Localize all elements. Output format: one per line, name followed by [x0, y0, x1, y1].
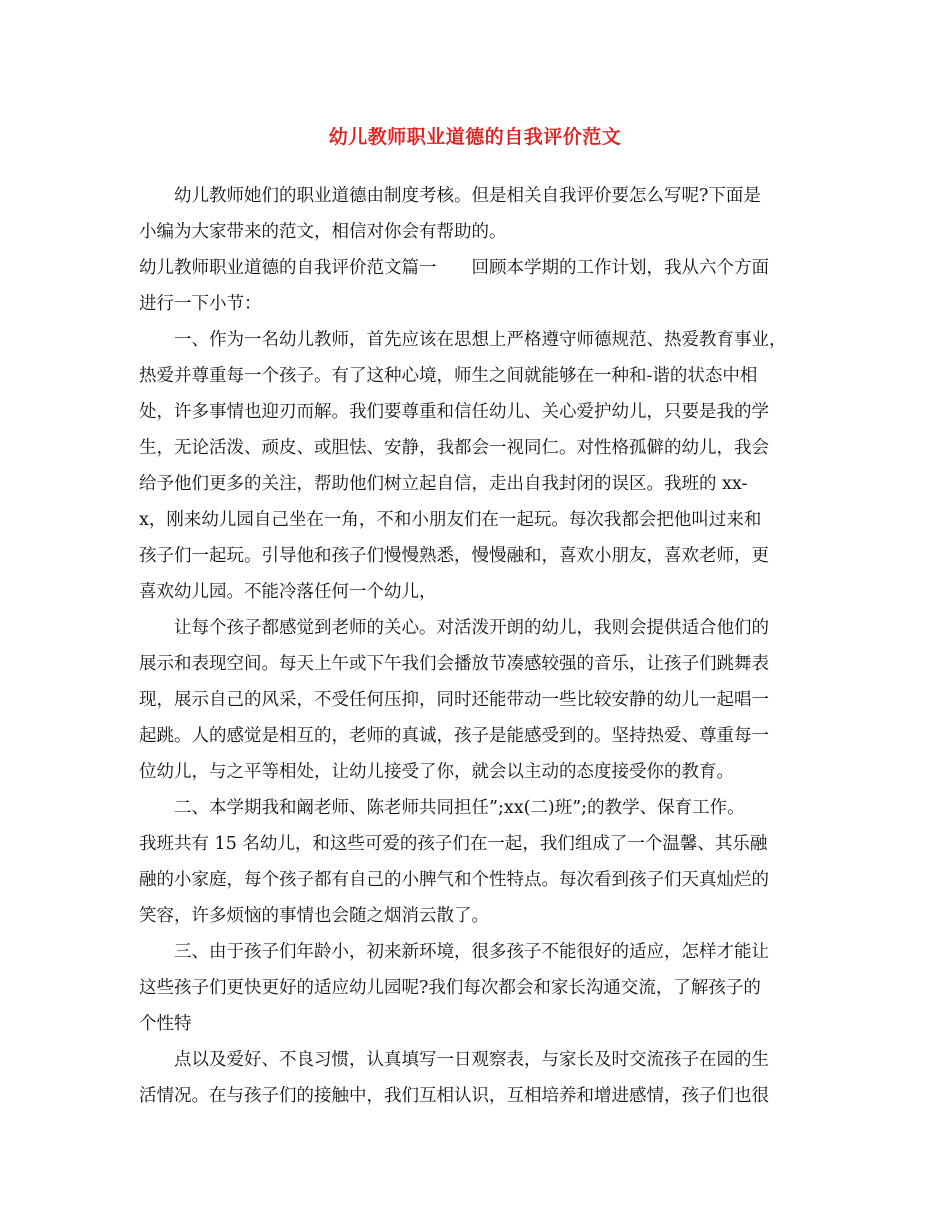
text-line: 起跳。人的感觉是相互的，老师的真诚，孩子是能感受到的。坚持热爱、尊重每一 [139, 726, 769, 746]
text-line: 幼儿教师职业道德的自我评价范文篇一 回顾本学期的工作计划，我从六个方面 [139, 258, 769, 278]
text-line: 融的小家庭，每个孩子都有自己的小脾气和个性特点。每次看到孩子们天真灿烂的 [139, 870, 769, 890]
text-line: 位幼儿，与之平等相处，让幼儿接受了你，就会以主动的态度接受你的教育。 [139, 762, 734, 782]
text-line: 小编为大家带来的范文，相信对你会有帮助的。 [139, 222, 507, 242]
text-line: 孩子们一起玩。引导他和孩子们慢慢熟悉，慢慢融和，喜欢小朋友，喜欢老师，更 [139, 546, 769, 566]
text-line: 进行一下小节： [139, 294, 262, 314]
text-line: 幼儿教师她们的职业道德由制度考核。但是相关自我评价要怎么写呢?下面是 [174, 186, 761, 206]
text-line: 让每个孩子都感觉到老师的关心。对活泼开朗的幼儿，我则会提供适合他们的 [174, 618, 769, 638]
document-title: 幼儿教师职业道德的自我评价范文 [328, 126, 622, 148]
text-line: 我班共有 15 名幼儿，和这些可爱的孩子们在一起，我们组成了一个温馨、其乐融 [139, 834, 768, 854]
document-body [139, 178, 829, 1114]
text-line: 活情况。在与孩子们的接触中，我们互相认识，互相培养和增进感情，孩子们也很 [139, 1086, 769, 1106]
text-line: 喜欢幼儿园。不能冷落任何一个幼儿， [139, 582, 437, 602]
text-line: x，刚来幼儿园自己坐在一角，不和小朋友们在一起玩。每次我都会把他叫过来和 [139, 510, 762, 530]
text-line: 这些孩子们更快更好的适应幼儿园呢?我们每次都会和家长沟通交流，了解孩子的 [139, 978, 761, 998]
text-line: 处，许多事情也迎刃而解。我们要尊重和信任幼儿、关心爱护幼儿，只要是我的学 [139, 402, 769, 422]
text-line: 展示和表现空间。每天上午或下午我们会播放节凑感较强的音乐，让孩子们跳舞表 [139, 654, 769, 674]
text-line: 给予他们更多的关注，帮助他们树立起自信，走出自我封闭的误区。我班的 xx- [139, 474, 748, 494]
text-line: 现，展示自己的风采，不受任何压抑，同时还能带动一些比较安静的幼儿一起唱一 [139, 690, 769, 710]
text-line: 热爱并尊重每一个孩子。有了这种心境，师生之间就能够在一种和-谐的状态中相 [139, 366, 758, 386]
text-line: 一、作为一名幼儿教师，首先应该在思想上严格遵守师德规范、热爱教育事业， [174, 330, 787, 350]
text-line: 点以及爱好、不良习惯，认真填写一日观察表，与家长及时交流孩子在园的生 [174, 1050, 769, 1070]
text-line: 生，无论活泼、顽皮、或胆怯、安静，我都会一视同仁。对性格孤僻的幼儿，我会 [139, 438, 769, 458]
text-line: 个性特 [139, 1014, 192, 1034]
text-line: 二、本学期我和阚老师、陈老师共同担任”;xx(二)班”;的教学、保育工作。 [174, 798, 745, 818]
text-line: 笑容，许多烦恼的事情也会随之烟消云散了。 [139, 906, 489, 926]
text-line: 三、由于孩子们年龄小，初来新环境，很多孩子不能很好的适应，怎样才能让 [174, 942, 769, 962]
